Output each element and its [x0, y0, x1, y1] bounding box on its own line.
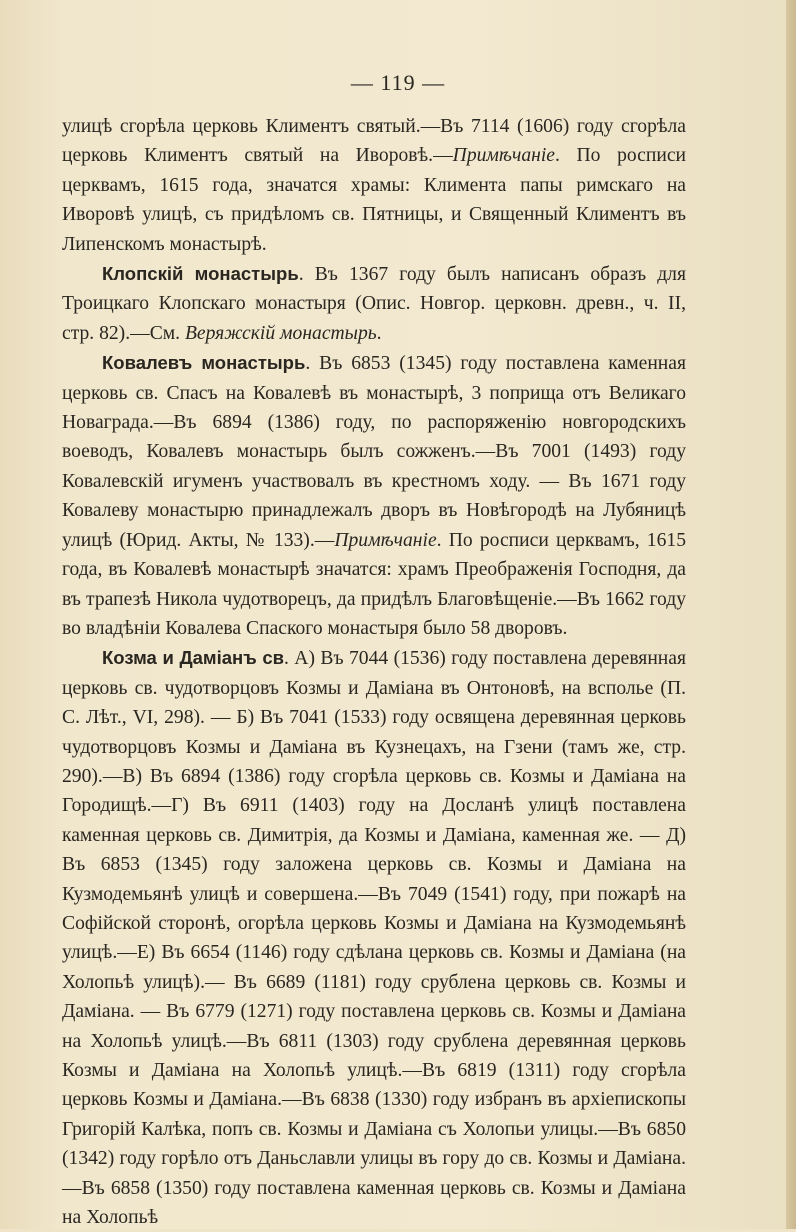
text-run: . По росписи церквамъ, 1615 года, въ Ковалевѣ монастырѣ значатся: храмъ Преображенія Господня, да въ трапезѣ Никола чудотворецъ, да придѣлъ Благовѣщеніе.—Въ 1662 году во владѣніи Ковалева Спаского монастыря было 58 дворовъ. — [62, 529, 686, 639]
entry-paragraph — [62, 643, 686, 1232]
page-number: — 119 — — [350, 70, 446, 95]
entry-heading: Клопскій монастырь — [102, 263, 299, 285]
text-run: улицѣ сгорѣла церковь Климентъ святый.—Въ 7114 (1606) году сгорѣла церковь Климентъ святый на Иворовѣ.— — [62, 116, 686, 167]
entry-paragraph — [62, 348, 686, 643]
entry-paragraph — [62, 259, 686, 348]
text-run: . Въ 6853 (1345) году поставлена каменная церковь св. Спасъ на Ковалевѣ въ монастырѣ, 3 поприща отъ Великаго Новаграда.—Въ 6894 (1386) году, по распоряженію новгородскихъ воеводъ, Ковалевъ монастырь былъ сожженъ.—Въ 7001 (1493) году Ковалевскій игуменъ участвовалъ въ крестномъ ходу. — Въ 1671 году Ковалеву монастырю принадлежалъ дворъ въ Новѣгородѣ на Лубяницѣ улицѣ (Юрид. Акты, № 133).— — [62, 353, 686, 551]
text-run: . По росписи церквамъ, 1615 года, значатся храмы: Климента папы римскаго на Иворовѣ улицѣ, съ придѣломъ св. Пятницы, и Священный Климентъ въ Липенскомъ монастырѣ. — [62, 145, 686, 255]
text-run: . А) Въ 7044 (1536) году поставлена деревянная церковь св. чудотворцовъ Козмы и Даміана въ Онтоновѣ, на всполье (П. С. Лѣт., VI, 298). — Б) Въ 7041 (1533) году освящена деревянная церковь чудотворцовъ Козмы и Даміана въ Кузнецахъ, на Гзени (тамъ же, стр. 290).—В) Въ 6894 (1386) году сгорѣла церковь св. Козмы и Даміана на Городищѣ.—Г) Въ 6911 (1403) году на Досланѣ улицѣ поставлена каменная церковь св. Димитрія, да Козмы и Даміана, каменная же. — Д) Въ 6853 (1345) году заложена церковь св. Козмы и Даміана на Кузмодемьянѣ улицѣ и совершена.—Въ 7049 (1541) году, при пожарѣ на Софійской сторонѣ, огорѣла церковь Козмы и Даміана на Кузмодемьянѣ улицѣ.—Е) Въ 6654 (1146) году сдѣлана церковь св. Козмы и Даміана (на Холопьѣ улицѣ).— Въ 6689 (1181) году срублена церковь св. Козмы и Даміана. — Въ 6779 (1271) году поставлена церковь св. Козмы и Даміана на Холопьѣ улицѣ.—Въ 6811 (1303) году срублена деревянная церковь Козмы и Даміана на Холопьѣ улицѣ.—Въ 6819 (1311) году сгорѣла церковь Козмы и Даміана.—Въ 6838 (1330) году избранъ въ архіепископы Григорій Калѣка, попъ св. Козмы и Даміана съ Холопьи улицы.—Въ 6850 (1342) году горѣло отъ Даньславли улицы въ гору до св. Козмы и Даміана.—Въ 6858 (1350) году поставлена каменная церковь св. Козмы и Даміана на Холопьѣ — [62, 648, 686, 1229]
text-run: . Въ 1367 году былъ написанъ образъ для Троицкаго Клопскаго монастыря (Опис. Новгор. церковн. древн., ч. II, стр. 82).—См. — [62, 264, 686, 344]
entry-heading: Ковалевъ монастырь — [102, 352, 306, 374]
note-label: Примѣчаніе — [452, 145, 555, 167]
entry-heading: Козма и Даміанъ св — [102, 647, 285, 669]
paragraph — [62, 112, 686, 259]
note-label: Примѣчаніе — [334, 529, 437, 551]
page-edge — [786, 0, 796, 1229]
cross-reference: Веряжскій монастырь — [184, 322, 377, 344]
body-text — [62, 112, 686, 1232]
text-run: . — [376, 322, 382, 344]
